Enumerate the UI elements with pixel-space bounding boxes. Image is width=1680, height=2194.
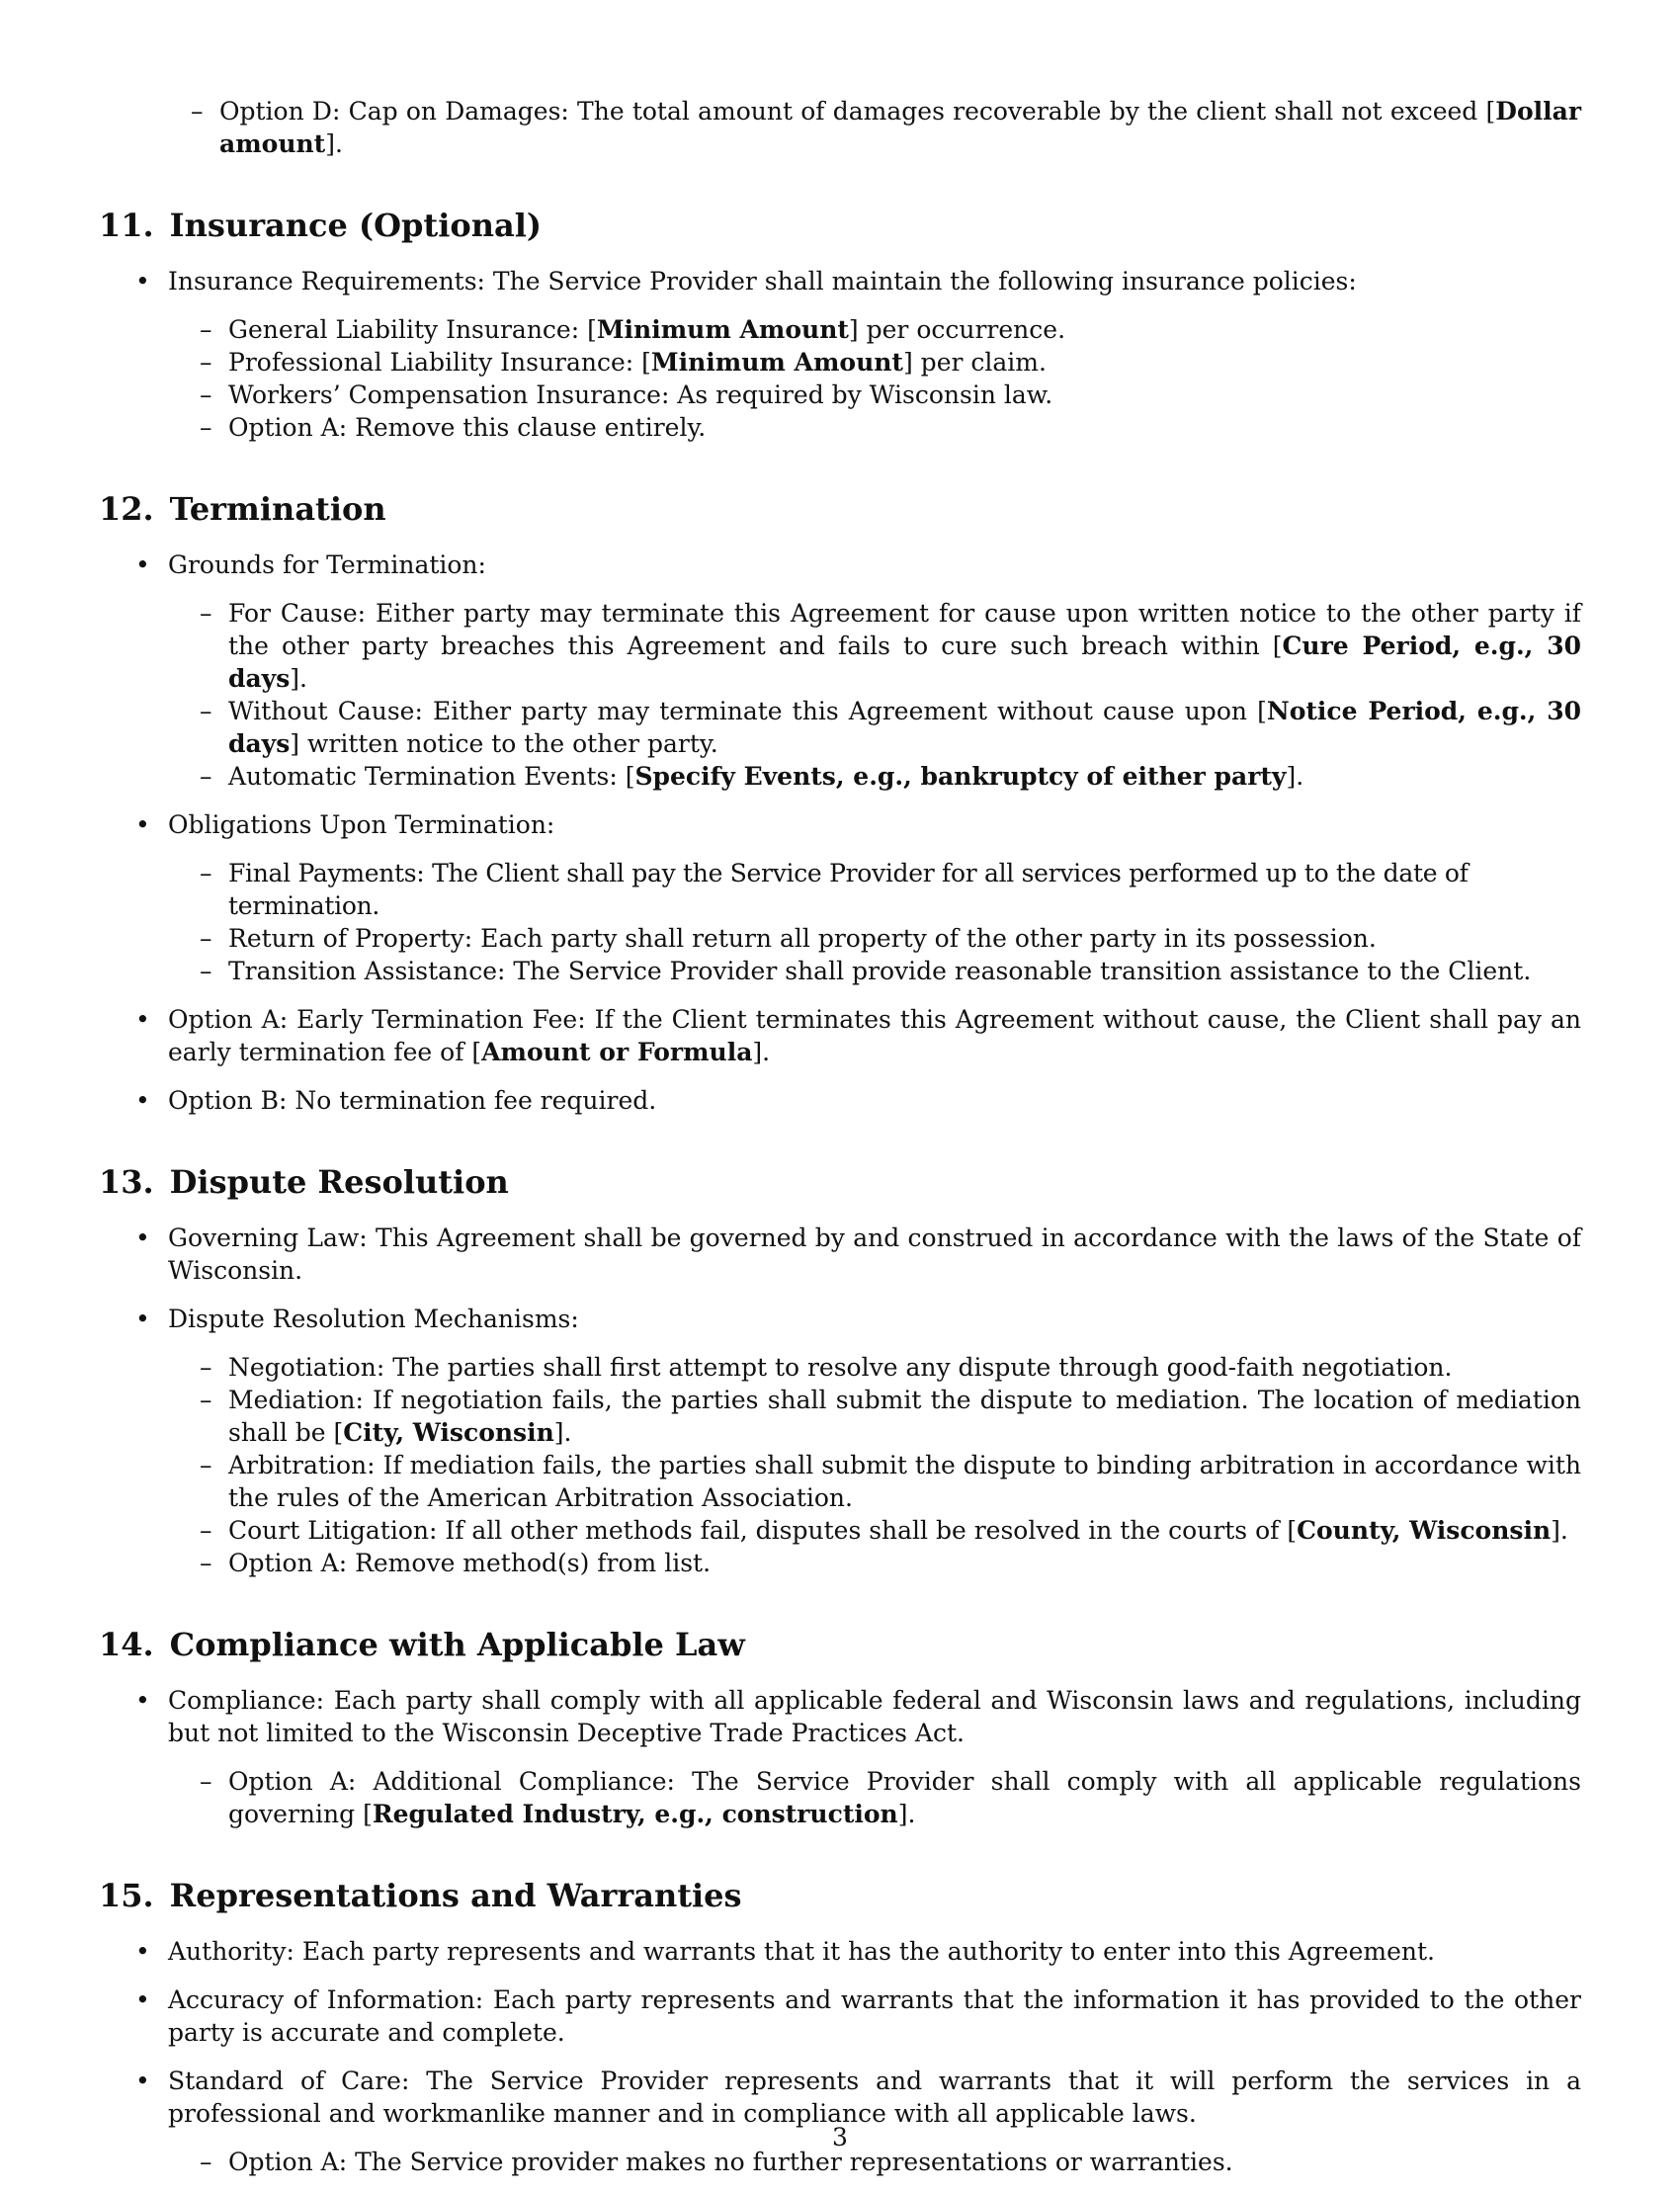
section-list	[99, 1222, 1581, 1579]
list-item: – Professional Liability Insurance: [Minimum Amount] per claim.	[168, 346, 1581, 379]
section-heading: 13. Dispute Resolution	[99, 1163, 509, 1201]
section-heading: 14. Compliance with Applicable Law	[99, 1626, 745, 1663]
list-item: • Obligations Upon Termination: – Final Payments: The Client shall pay the Service Provider for all services performed up to the date of termination. – Return of Property: Each party shall return all property of the other party in its possession. – Transition Assistance: The Service Provider shall provide reasonable transition assistance to the Client.	[99, 808, 1581, 987]
list-item: – Automatic Termination Events: [Specify Events, e.g., bankruptcy of either party].	[168, 760, 1581, 793]
list-item: • Governing Law: This Agreement shall be governed by and construed in accordance with the laws of the State of Wisconsin.	[99, 1222, 1581, 1287]
list-item: – Arbitration: If mediation fails, the parties shall submit the dispute to binding arbitration in accordance with the rules of the American Arbitration Association.	[168, 1449, 1581, 1514]
document-page	[99, 95, 1581, 2194]
list-item: – Mediation: If negotiation fails, the parties shall submit the dispute to mediation. The location of mediation shall be [City, Wisconsin].	[168, 1384, 1581, 1449]
continued-list	[99, 95, 1581, 160]
list-item: – Transition Assistance: The Service Provider shall provide reasonable transition assistance to the Client.	[168, 955, 1581, 987]
list-item: – General Liability Insurance: [Minimum Amount] per occurrence.	[168, 313, 1581, 346]
list-item: • Option A: Early Termination Fee: If the Client terminates this Agreement without cause, the Client shall pay an early termination fee of [Amount or Formula].	[99, 1003, 1581, 1068]
list-item: • Dispute Resolution Mechanisms: – Negotiation: The parties shall first attempt to resolve any dispute through good-faith negotiation. – Mediation: If negotiation fails, the parties shall submit the dispute to mediation. The location of mediation shall be [City, Wisconsin]. – Arbitration: If mediation fails, the parties shall submit the dispute to binding arbitration in accordance with the rules of the American Arbitration Association. – Court Litigation: If all other methods fail, disputes shall be resolved in the courts of [County, Wisconsin]. – Option A: Remove method(s) from list.	[99, 1303, 1581, 1579]
list-item: • Accuracy of Information: Each party represents and warrants that the information it has provided to the other party is accurate and complete.	[99, 1983, 1581, 2049]
list-item: • Option B: No termination fee required.	[99, 1084, 1581, 1117]
section-list	[99, 548, 1581, 1117]
section-heading: 11. Insurance (Optional)	[99, 207, 542, 244]
list-item: – Workers’ Compensation Insurance: As required by Wisconsin law.	[168, 379, 1581, 411]
list-item: • Compliance: Each party shall comply with all applicable federal and Wisconsin laws and regulations, including but not limited to the Wisconsin Deceptive Trade Practices Act. – Option A: Additional Compliance: The Service Provider shall comply with all applicable regulations governing [Regulated Industry, e.g., construction].	[99, 1684, 1581, 1830]
list-item: • Insurance Requirements: The Service Provider shall maintain the following insurance policies: – General Liability Insurance: [Minimum Amount] per occurrence. – Professional Liability Insurance: [Minimum Amount] per claim. – Workers’ Compensation Insurance: As required by Wisconsin law. – Option A: Remove this clause entirely.	[99, 265, 1581, 444]
list-item: – Option A: Additional Compliance: The Service Provider shall comply with all applicable regulations governing [Regulated Industry, e.g., construction].	[168, 1765, 1581, 1830]
list-item: – Without Cause: Either party may terminate this Agreement without cause upon [Notice Period, e.g., 30 days] written notice to the other party.	[168, 695, 1581, 760]
list-item: – Return of Property: Each party shall return all property of the other party in its possession.	[168, 922, 1581, 955]
list-item: • Standard of Care: The Service Provider represents and warrants that it will perform the services in a professional and workmanlike manner and in compliance with all applicable laws. – Option A: The Service provider makes no further representations or warranties.	[99, 2065, 1581, 2178]
section-heading: 12. Termination	[99, 490, 386, 528]
list-item: – Final Payments: The Client shall pay the Service Provider for all services performed up to the date of termination.	[168, 857, 1581, 922]
list-item: – Option A: The Service provider makes no further representations or warranties.	[168, 2146, 1581, 2178]
section-list	[99, 265, 1581, 444]
list-item: • Grounds for Termination: – For Cause: Either party may terminate this Agreement for cause upon written notice to the other party if the other party breaches this Agreement and fails to cure such breach within [Cure Period, e.g., 30 days]. – Without Cause: Either party may terminate this Agreement without cause upon [Notice Period, e.g., 30 days] written notice to the other party. – Automatic Termination Events: [Specify Events, e.g., bankruptcy of either party].	[99, 548, 1581, 793]
list-item: – For Cause: Either party may terminate this Agreement for cause upon written notice to the other party if the other party breaches this Agreement and fails to cure such breach within [Cure Period, e.g., 30 days].	[168, 597, 1581, 695]
section-heading: 15. Representations and Warranties	[99, 1877, 742, 1914]
list-item: – Court Litigation: If all other methods fail, disputes shall be resolved in the courts of [County, Wisconsin].	[168, 1514, 1581, 1547]
list-item: – Option A: Remove method(s) from list.	[168, 1547, 1581, 1579]
section-list	[99, 1684, 1581, 1830]
page-number: 3	[832, 2123, 848, 2152]
list-item: – Option A: Remove this clause entirely.	[168, 411, 1581, 444]
list-item: – Option D: Cap on Damages: The total amount of damages recoverable by the client shall not exceed [Dollar amount].	[159, 95, 1581, 160]
list-item: • Authority: Each party represents and warrants that it has the authority to enter into this Agreement.	[99, 1935, 1581, 1968]
list-item: – Negotiation: The parties shall first attempt to resolve any dispute through good-faith negotiation.	[168, 1351, 1581, 1384]
